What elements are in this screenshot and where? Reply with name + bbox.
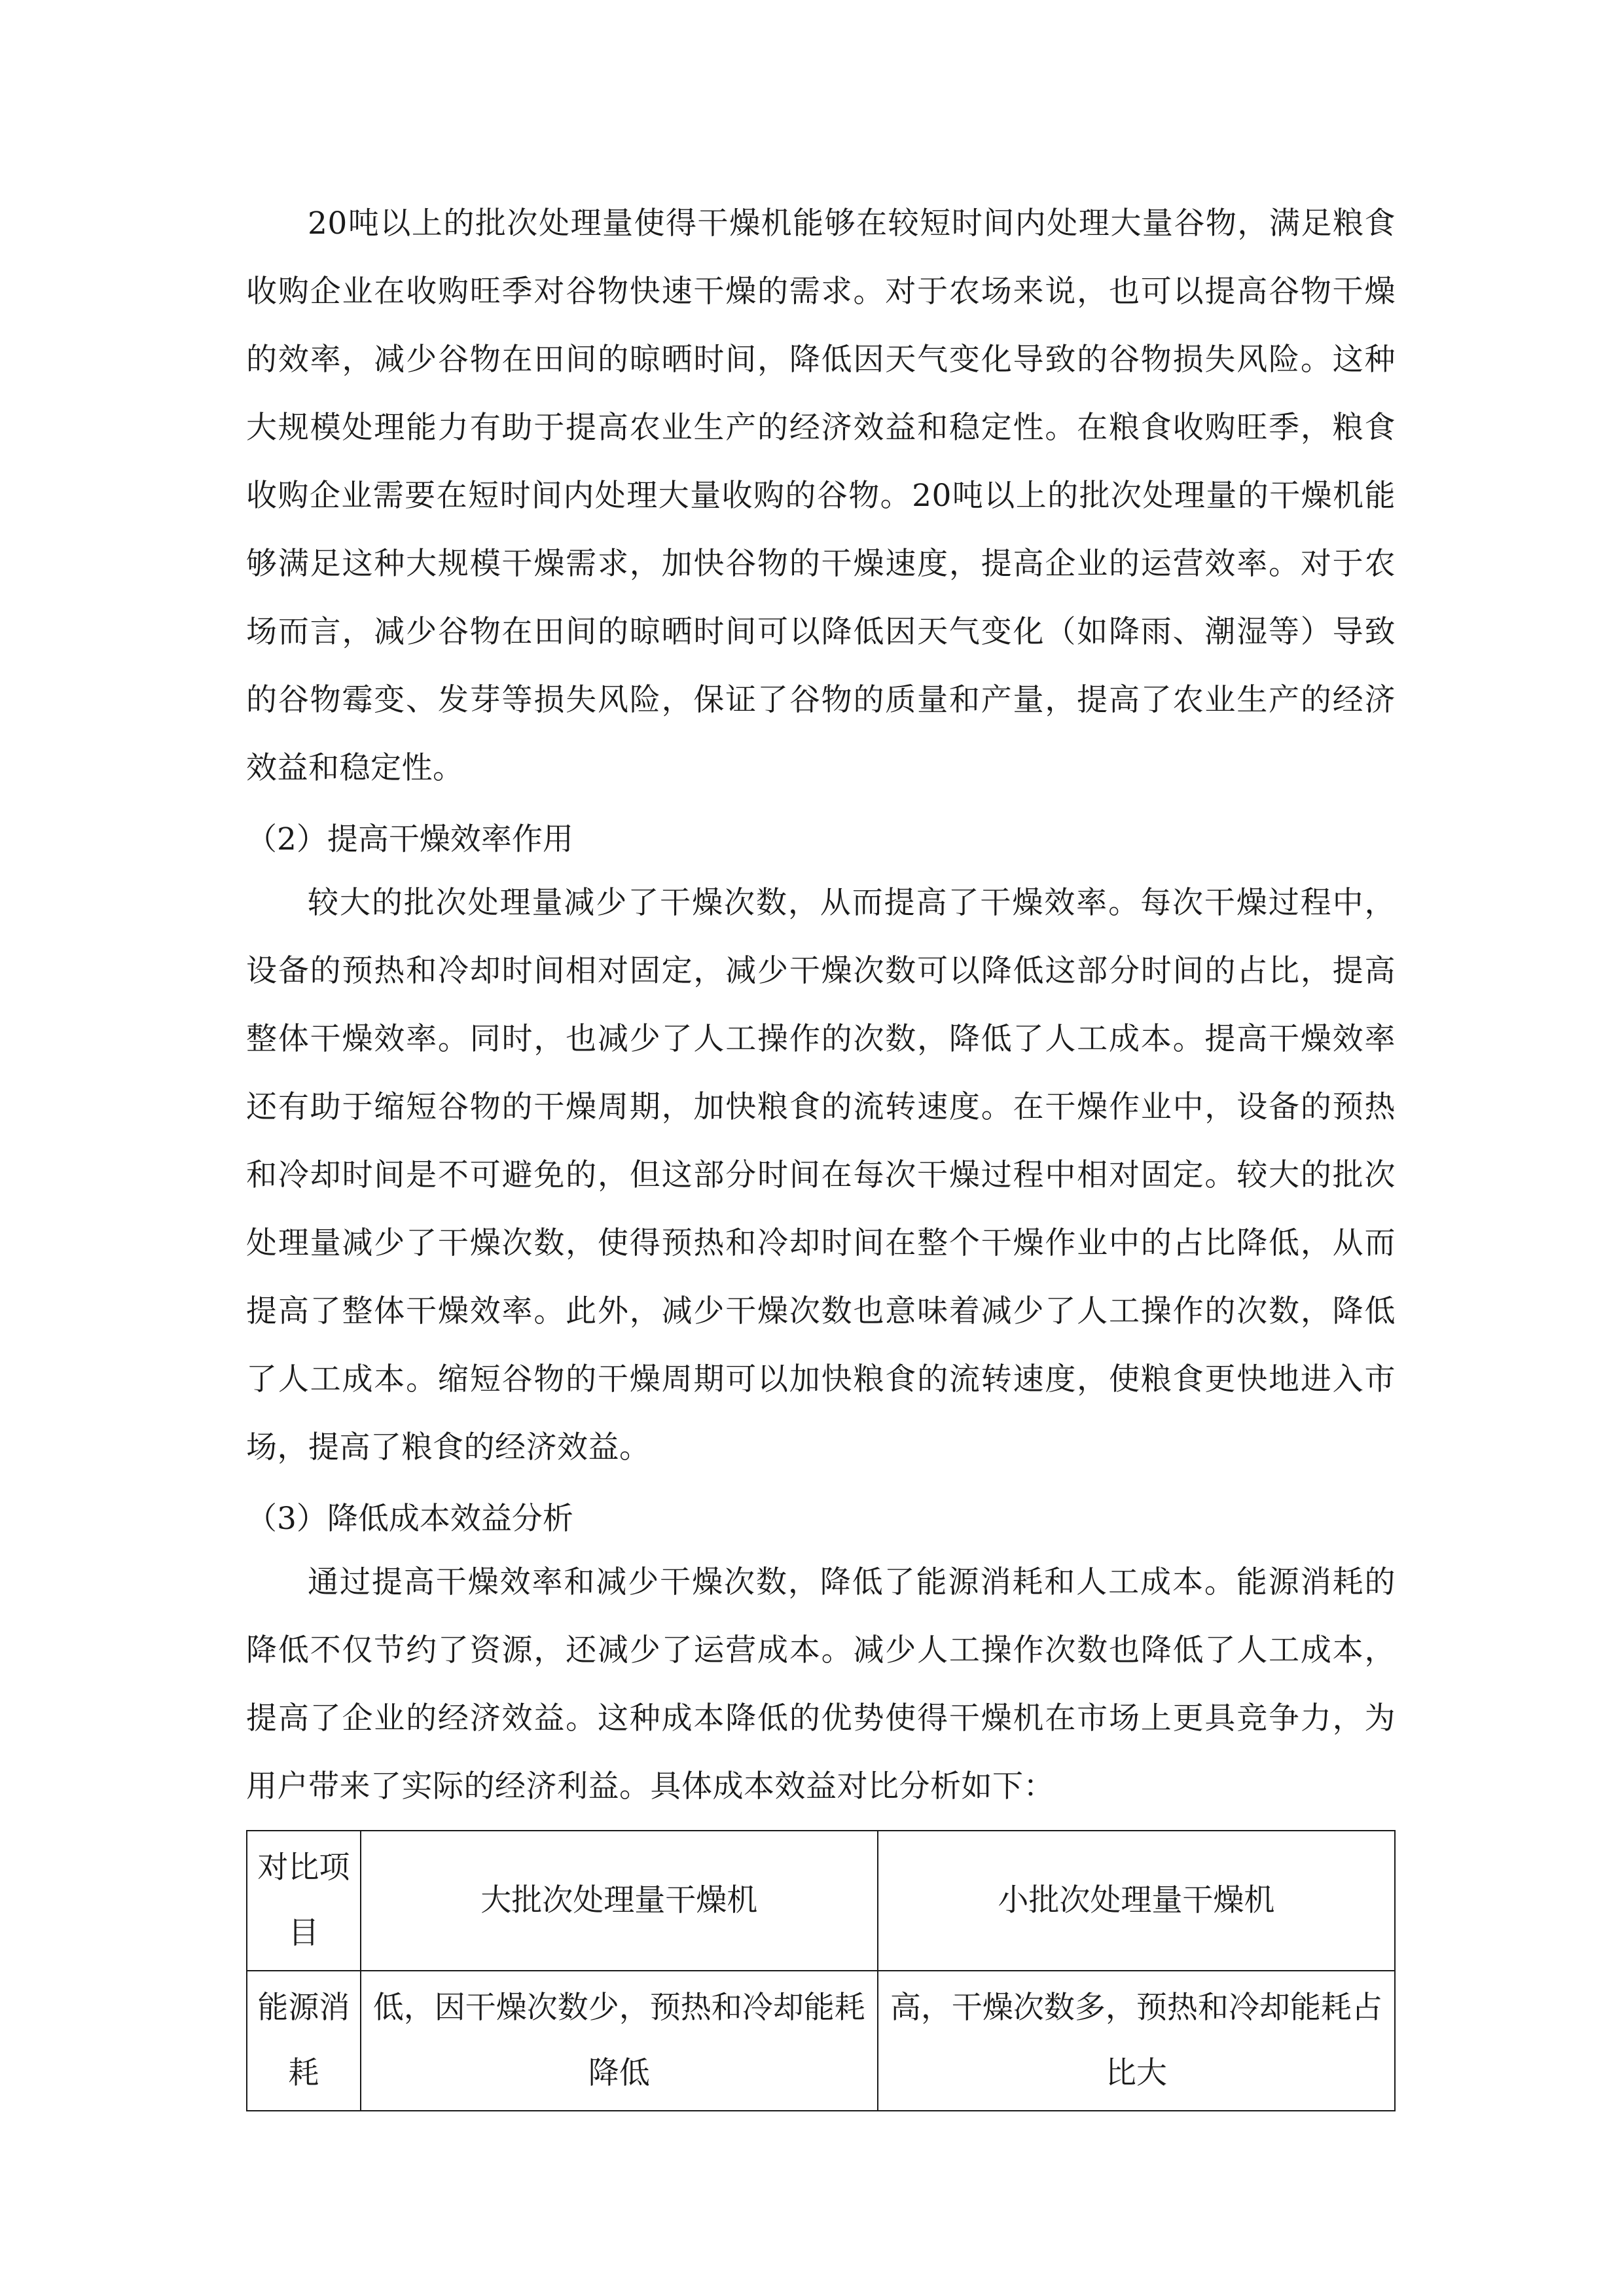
section-heading-cost-benefit: （3）降低成本效益分析 bbox=[246, 1501, 573, 1537]
table-cell-large-batch: 低，因干燥次数少，预热和冷却能耗降低 bbox=[361, 1971, 878, 2111]
table-cell-item: 能源消耗 bbox=[247, 1971, 361, 2111]
table-cell-small-batch: 高，干燥次数多，预热和冷却能耗占比大 bbox=[878, 1971, 1395, 2111]
paragraph-batch-capacity: 20吨以上的批次处理量使得干燥机能够在较短时间内处理大量谷物，满足粮食收购企业在收购旺季对谷物快速干燥的需求。对于农场来说，也可以提高谷物干燥的效率，减少谷物在田间的晾晒时间，降低因天气变化导致的谷物损失风险。这种大规模处理能力有助于提高农业生产的经济效益和稳定性。在粮食收购旺季，粮食收购企业需要在短时间内处理大量收购的谷物。20吨以上的批次处理量的干燥机能够满足这种大规模干燥需求，加快谷物的干燥速度，提高企业的运营效率。对于农场而言，减少谷物在田间的晾晒时间可以降低因天气变化（如降雨、潮湿等）导致的谷物霉变、发芽等损失风险，保证了谷物的质量和产量，提高了农业生产的经济效益和稳定性。 bbox=[246, 206, 1396, 786]
paragraph-cost-benefit: 通过提高干燥效率和减少干燥次数，降低了能源消耗和人工成本。能源消耗的降低不仅节约了资源，还减少了运营成本。减少人工操作次数也降低了人工成本，提高了企业的经济效益。这种成本降低的优势使得干燥机在市场上更具竞争力，为用户带来了实际的经济利益。具体成本效益对比分析如下： bbox=[246, 1564, 1396, 1804]
table-row bbox=[247, 1971, 1395, 2111]
table-header-small-batch: 小批次处理量干燥机 bbox=[878, 1831, 1395, 1971]
table-header-item: 对比项目 bbox=[247, 1831, 361, 1971]
paragraph-drying-efficiency: 较大的批次处理量减少了干燥次数，从而提高了干燥效率。每次干燥过程中，设备的预热和冷却时间相对固定，减少干燥次数可以降低这部分时间的占比，提高整体干燥效率。同时，也减少了人工操作的次数，降低了人工成本。提高干燥效率还有助于缩短谷物的干燥周期，加快粮食的流转速度。在干燥作业中，设备的预热和冷却时间是不可避免的，但这部分时间在每次干燥过程中相对固定。较大的批次处理量减少了干燥次数，使得预热和冷却时间在整个干燥作业中的占比降低，从而提高了整体干燥效率。此外，减少干燥次数也意味着减少了人工操作的次数，降低了人工成本。缩短谷物的干燥周期可以加快粮食的流转速度，使粮食更快地进入市场，提高了粮食的经济效益。 bbox=[246, 885, 1396, 1465]
section-heading-drying-efficiency: （2）提高干燥效率作用 bbox=[246, 821, 573, 857]
table-header-large-batch: 大批次处理量干燥机 bbox=[361, 1831, 878, 1971]
document-page bbox=[246, 190, 1396, 2111]
table-header-row bbox=[247, 1831, 1395, 1971]
cost-benefit-table bbox=[246, 1830, 1396, 2111]
